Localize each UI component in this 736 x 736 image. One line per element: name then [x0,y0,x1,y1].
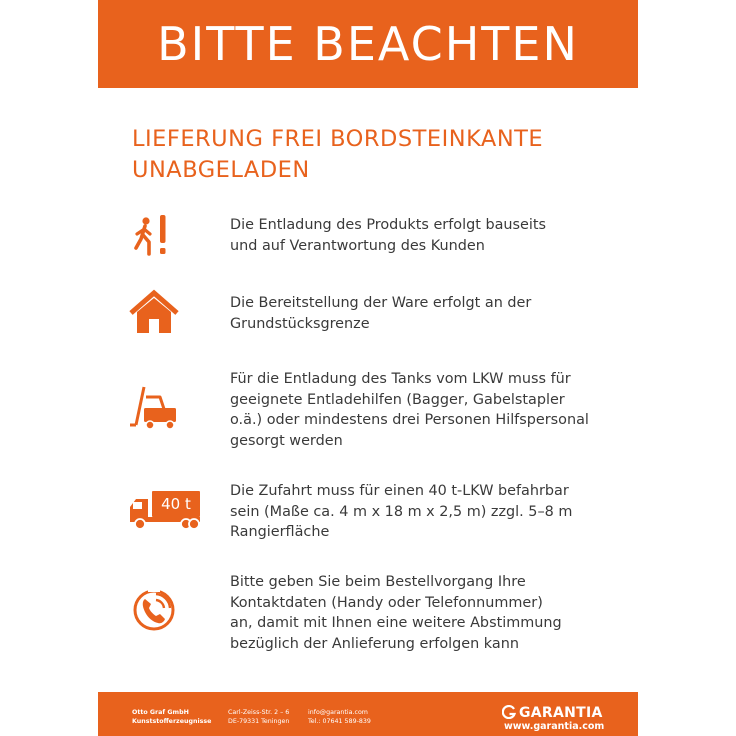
item-line: Kontaktdaten (Handy oder Telefonnummer) [230,594,543,611]
item-line: Bitte geben Sie beim Bestellvorgang Ihre [230,574,526,590]
item-line: Die Zufahrt muss für einen 40 t-LKW befahrbar [230,483,569,499]
forklift-icon [128,381,180,433]
item-line: an, damit mit Ihnen eine weitere Abstimmung [230,615,562,631]
item-line: o.ä.) oder mindestens drei Personen Hilfspersonal [230,412,589,428]
item-line: sein (Maße ca. 4 m x 18 m x 2,5 m) zzgl. 5–8 m [230,503,573,520]
brand-url: www.garantia.com [504,721,605,732]
company-name: Otto Graf GmbH [132,709,189,716]
item-line: Die Entladung des Produkts erfolgt bauseits [230,217,547,233]
header-banner [98,0,638,88]
truck-load-label: 40 t [161,495,191,513]
item-text [230,293,630,334]
footer-company [132,708,211,726]
brand-block [502,702,604,732]
page-title: BITTE BEACHTEN [157,17,579,71]
item-line: Für die Entladung des Tanks vom LKW muss für [230,371,571,387]
item-line: bezüglich der Anlieferung erfolgen kann [230,635,519,652]
subtitle-line: UNABGELADEN [132,157,310,183]
subtitle-line: LIEFERUNG FREI BORDSTEINKANTE [132,126,544,152]
pedestrian-warning-icon [128,213,180,265]
item-text [230,481,630,543]
footer-address [228,708,289,726]
truck-icon [128,483,202,535]
house-icon [128,289,180,341]
contact-phone: Tel.: 07641 589-839 [308,718,371,725]
garantia-logo-icon [502,705,516,719]
item-line: gesorgt werden [230,432,343,449]
item-line: Grundstücksgrenze [230,315,370,332]
address-city: DE-79331 Teningen [228,718,290,725]
subtitle [132,124,632,186]
item-text [230,215,630,256]
notice-sheet [98,0,638,736]
company-tagline: Kunststofferzeugnisse [132,718,212,725]
item-line: und auf Verantwortung des Kunden [230,237,485,254]
address-street: Carl-Zeiss-Str. 2 – 6 [228,709,290,716]
item-text [230,369,630,451]
footer-bar [98,692,638,736]
item-line: geeignete Entladehilfen (Bagger, Gabelstapler [230,391,565,408]
footer-contact [308,708,371,726]
item-line: Die Bereitstellung der Ware erfolgt an der [230,295,532,311]
item-line: Rangierfläche [230,524,330,540]
item-text [230,572,630,654]
phone-icon [128,584,180,636]
brand-name: GARANTIA [519,705,603,721]
contact-email: info@garantia.com [308,709,368,716]
